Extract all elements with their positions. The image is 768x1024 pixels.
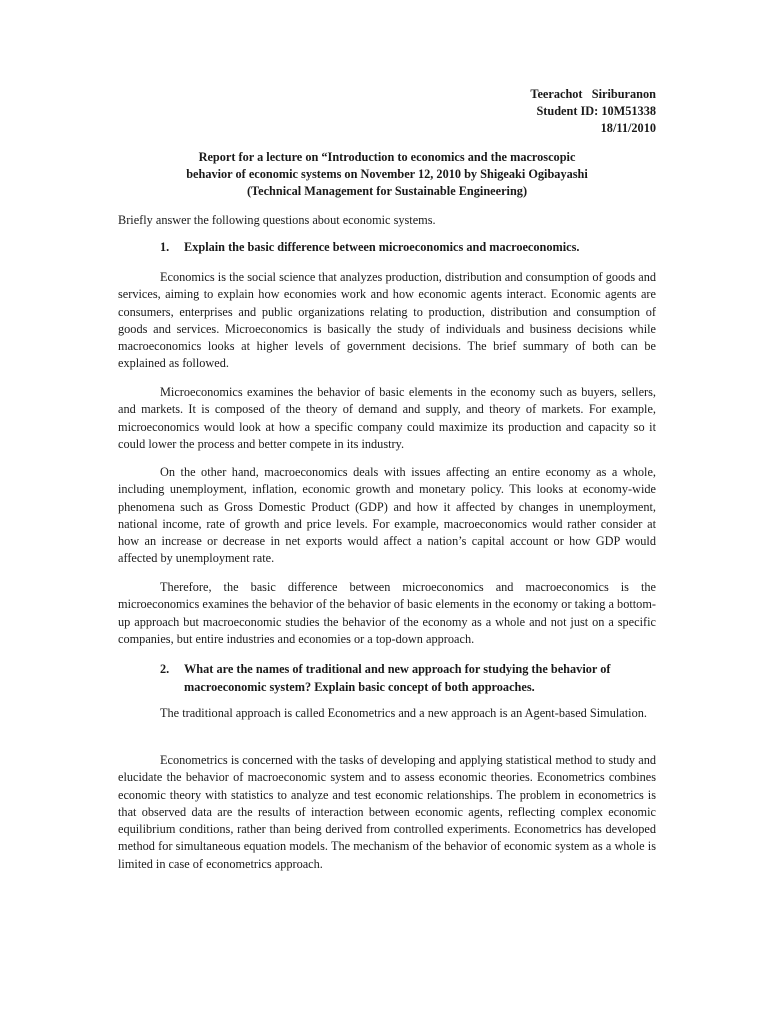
- report-title-line-2: behavior of economic systems on November 12, 2010 by Shigeaki Ogibayashi: [186, 167, 588, 181]
- report-title-line-1: Report for a lecture on “Introduction to economics and the macroscopic: [198, 150, 576, 164]
- paragraph: The traditional approach is called Econometrics and a new approach is an Agent-based Simulation.: [160, 706, 647, 720]
- paragraph: On the other hand, macroeconomics deals with issues affecting an entire economy as a whole, including unemployment, inflation, economic growth and monetary policy. This looks at economy-wide phenomena such as Gross Domestic Product (GDP) and how it affected by changes in unemployment, national income, rate of growth and price levels. For example, macroeconomics would rather consider at how an increase or decrease in net exports would affect a nation’s capital account or how GDP would affected by unemployment rate.: [118, 465, 656, 566]
- report-title: [118, 149, 656, 200]
- report-title-line-3: (Technical Management for Sustainable Engineering): [246, 184, 528, 198]
- question-1: [160, 238, 660, 256]
- question-number: 2.: [160, 662, 170, 676]
- student-id: Student ID: 10M51338: [536, 104, 656, 118]
- author-block: [530, 86, 656, 137]
- paragraph: Microeconomics examines the behavior of basic elements in the economy such as buyers, sellers, and markets. It is composed of the theory of demand and supply, and theory of markets. For example, microeconomics would look at how a specific company could maximize its production and capacity so it could lower the process and better compete in its industry.: [118, 385, 656, 451]
- author-name: Teerachot Siriburanon: [530, 87, 656, 101]
- question-2: [160, 660, 660, 696]
- question-text: Explain the basic difference between microeconomics and macroeconomics.: [184, 240, 580, 254]
- question-number: 1.: [160, 240, 170, 254]
- paragraph: Therefore, the basic difference between microeconomics and macroeconomics is the microeconomics examines the behavior of the behavior of basic elements in the economy or taking a bottom-up approach but macroeconomic studies the behavior of the economy as a whole and not just on a specific companies, but entire industries and economies or a top-down approach.: [118, 580, 656, 646]
- paragraph: Economics is the social science that analyzes production, distribution and consumption of goods and services, aiming to explain how economies work and how economic agents interact. Economic agents are consumers, enterprises and public organizations relating to production, distribution and consumption of goods and services. Microeconomics is basically the study of individuals and business decisions while macroeconomics looks at higher levels of government decisions. The brief summary of both can be explained as followed.: [118, 270, 656, 371]
- intro-text: Briefly answer the following questions about economic systems.: [118, 213, 436, 227]
- report-date: 18/11/2010: [600, 121, 656, 135]
- paragraph: Econometrics is concerned with the tasks of developing and applying statistical method to study and elucidate the behavior of macroeconomic system and to assess economic theories. Econometrics combines economic theory with statistics to analyze and test economic relationships. The problem in econometrics is that observed data are the results of interaction between economic agents, reflecting complex economic equilibrium conditions, rather than being derived from controlled experiments. Econometrics has developed method for simultaneous equation models. The mechanism of the behavior of economic system as a whole is limited in case of econometrics approach.: [118, 753, 656, 871]
- question-text: What are the names of traditional and new approach for studying the behavior of macroeconomic system? Explain basic concept of both approaches.: [184, 662, 611, 694]
